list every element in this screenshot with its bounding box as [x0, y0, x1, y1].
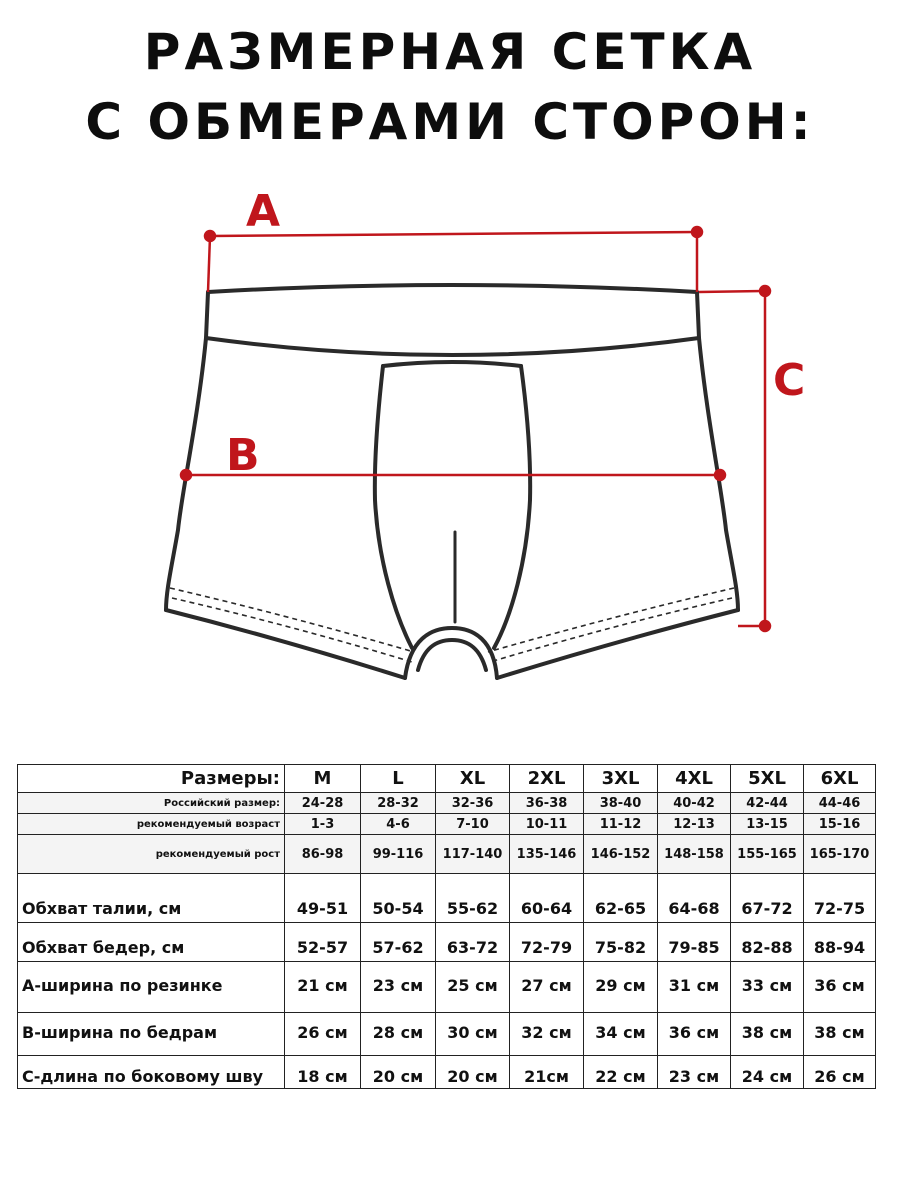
table-cell: 75-82: [584, 923, 658, 962]
table-cell: 28-32: [361, 793, 436, 814]
table-cell: 20 см: [361, 1056, 436, 1089]
size-header-cell: M: [285, 765, 361, 793]
table-cell: 155-165: [731, 835, 804, 874]
table-cell: 18 см: [285, 1056, 361, 1089]
table-cell: 99-116: [361, 835, 436, 874]
table-cell: 23 см: [361, 962, 436, 1013]
table-cell: 146-152: [584, 835, 658, 874]
table-cell: 44-46: [804, 793, 876, 814]
row-label: рекомендуемый возраст: [18, 814, 285, 835]
table-cell: 22 см: [584, 1056, 658, 1089]
table-cell: 42-44: [731, 793, 804, 814]
waistband-right-edge: [697, 292, 699, 338]
table-measure-row: [18, 1056, 876, 1089]
label-c: C: [773, 355, 806, 406]
table-cell: 26 см: [804, 1056, 876, 1089]
table-cell: 67-72: [731, 874, 804, 923]
table-cell: 82-88: [731, 923, 804, 962]
row-label: А-ширина по резинке: [18, 962, 285, 1013]
table-cell: 34 см: [584, 1013, 658, 1056]
table-cell: 38-40: [584, 793, 658, 814]
page-title-line-2: С ОБМЕРАМИ СТОРОН:: [85, 93, 815, 151]
table-cell: 36 см: [658, 1013, 731, 1056]
table-cell: 79-85: [658, 923, 731, 962]
page-title-line-1: РАЗМЕРНАЯ СЕТКА: [143, 23, 757, 81]
table-measure-row: [18, 1013, 876, 1056]
waistband-bottom: [206, 338, 699, 355]
row-label: Размеры:: [18, 765, 285, 793]
right-leg-opening: [497, 610, 738, 678]
table-cell: 135-146: [510, 835, 584, 874]
table-cell: 60-64: [510, 874, 584, 923]
table-cell: 11-12: [584, 814, 658, 835]
size-header-cell: L: [361, 765, 436, 793]
table-cell: 15-16: [804, 814, 876, 835]
table-cell: 63-72: [436, 923, 510, 962]
table-measure-row: [18, 962, 876, 1013]
table-cell: 165-170: [804, 835, 876, 874]
row-label: С-длина по боковому шву: [18, 1056, 285, 1089]
table-cell: 21 см: [285, 962, 361, 1013]
table-cell: 13-15: [731, 814, 804, 835]
table-cell: 30 см: [436, 1013, 510, 1056]
size-header-cell: 3XL: [584, 765, 658, 793]
table-cell: 27 см: [510, 962, 584, 1013]
size-chart-body: [18, 765, 876, 1089]
table-cell: 32-36: [436, 793, 510, 814]
row-label: Обхват бедер, см: [18, 923, 285, 962]
pouch-left-seam: [375, 366, 412, 648]
size-header-cell: XL: [436, 765, 510, 793]
table-cell: 24-28: [285, 793, 361, 814]
table-cell: 52-57: [285, 923, 361, 962]
label-b: B: [226, 430, 260, 481]
table-cell: 26 см: [285, 1013, 361, 1056]
size-header-cell: 6XL: [804, 765, 876, 793]
waistband-top: [208, 285, 697, 292]
table-measure-row: [18, 874, 876, 923]
table-cell: 21см: [510, 1056, 584, 1089]
table-cell: 29 см: [584, 962, 658, 1013]
table-cell: 36-38: [510, 793, 584, 814]
row-label: Российский размер:: [18, 793, 285, 814]
table-cell: 36 см: [804, 962, 876, 1013]
table-cell: 148-158: [658, 835, 731, 874]
table-cell: 1-3: [285, 814, 361, 835]
table-cell: 25 см: [436, 962, 510, 1013]
table-cell: 10-11: [510, 814, 584, 835]
table-cell: 62-65: [584, 874, 658, 923]
waistband-left-edge: [206, 292, 208, 338]
table-cell: 7-10: [436, 814, 510, 835]
table-cell: 40-42: [658, 793, 731, 814]
table-cell: 57-62: [361, 923, 436, 962]
table-cell: 88-94: [804, 923, 876, 962]
table-cell: 24 см: [731, 1056, 804, 1089]
pouch-top: [383, 362, 521, 366]
table-cell: 72-75: [804, 874, 876, 923]
row-label: рекомендуемый рост: [18, 835, 285, 874]
table-cell: 49-51: [285, 874, 361, 923]
table-info-row: [18, 835, 876, 874]
table-cell: 72-79: [510, 923, 584, 962]
table-info-row: [18, 793, 876, 814]
table-info-row: [18, 814, 876, 835]
table-cell: 64-68: [658, 874, 731, 923]
table-cell: 31 см: [658, 962, 731, 1013]
table-cell: 12-13: [658, 814, 731, 835]
size-chart-table: [17, 764, 876, 1089]
row-label: В-ширина по бедрам: [18, 1013, 285, 1056]
table-cell: 33 см: [731, 962, 804, 1013]
table-cell: 117-140: [436, 835, 510, 874]
table-cell: 28 см: [361, 1013, 436, 1056]
table-header-row: [18, 765, 876, 793]
row-label: Обхват талии, см: [18, 874, 285, 923]
pouch-right-seam: [494, 366, 530, 648]
table-cell: 50-54: [361, 874, 436, 923]
table-cell: 55-62: [436, 874, 510, 923]
crotch-inner: [418, 640, 486, 670]
label-a: A: [246, 186, 281, 237]
size-header-cell: 5XL: [731, 765, 804, 793]
table-cell: 32 см: [510, 1013, 584, 1056]
table-measure-row: [18, 923, 876, 962]
table-cell: 86-98: [285, 835, 361, 874]
leg-stitching: [170, 588, 734, 662]
boxer-briefs-outline: [166, 285, 738, 678]
size-header-cell: 2XL: [510, 765, 584, 793]
table-cell: 23 см: [658, 1056, 731, 1089]
size-header-cell: 4XL: [658, 765, 731, 793]
table-cell: 38 см: [731, 1013, 804, 1056]
left-leg-opening: [166, 610, 405, 678]
table-cell: 38 см: [804, 1013, 876, 1056]
boxer-briefs-measurement-diagram: [0, 170, 900, 730]
table-cell: 4-6: [361, 814, 436, 835]
table-cell: 20 см: [436, 1056, 510, 1089]
